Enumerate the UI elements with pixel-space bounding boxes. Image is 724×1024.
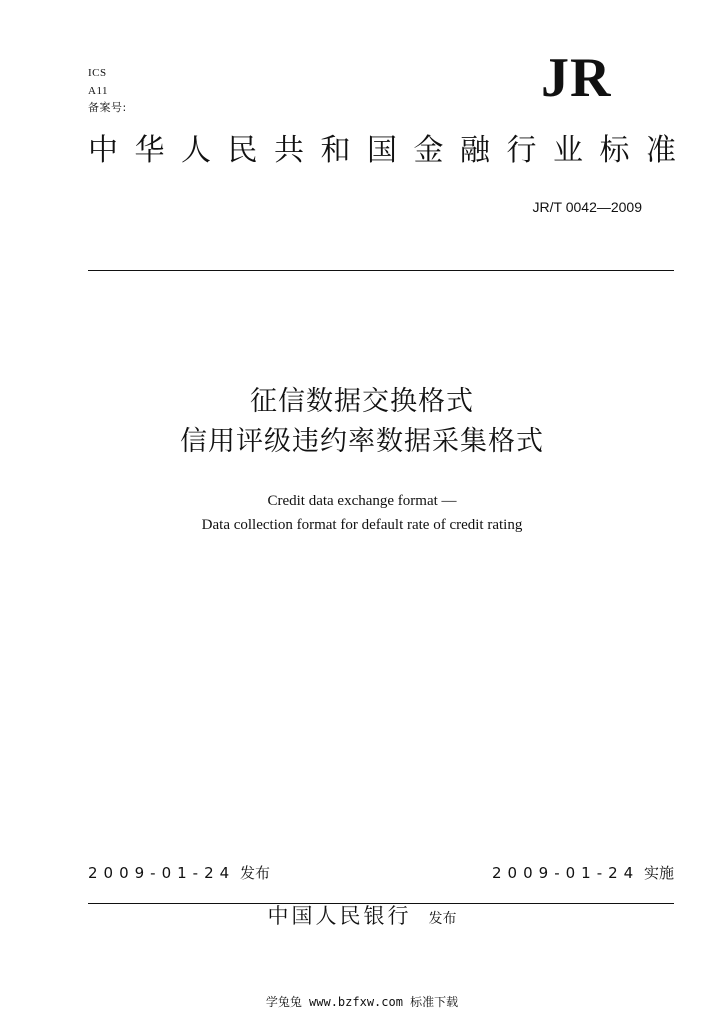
issuer-line	[0, 900, 724, 932]
issuer-name: 中国人民银行	[267, 904, 412, 928]
footer-watermark-text: 学兔兔 www.bzfxw.com 标准下载	[265, 995, 459, 1009]
title-chinese-line-1: 征信数据交换格式	[250, 386, 474, 417]
ics-code: ICS	[88, 67, 107, 79]
jr-logo: JR	[541, 47, 612, 109]
implement-date: 2009-01-24	[492, 864, 640, 882]
issue-date: 2009-01-24	[88, 864, 236, 882]
implement-label: 实施	[643, 864, 674, 882]
implement-date-line	[492, 862, 674, 884]
record-number-label: 备案号:	[88, 101, 127, 114]
top-divider	[88, 270, 674, 271]
standard-number: JR/T 0042—2009	[532, 199, 642, 215]
title-english-line-2: Data collection format for default rate of credit rating	[201, 517, 523, 533]
standard-category-heading: 中华人民共和国金融行业标准	[88, 133, 693, 168]
title-chinese-line-2: 信用评级违约率数据采集格式	[180, 426, 544, 457]
ccs-code: A11	[88, 85, 109, 97]
issue-label: 发布	[239, 864, 270, 882]
issuer-action: 发布	[428, 911, 457, 927]
issue-date-line	[88, 862, 270, 884]
title-english-line-1: Credit data exchange format —	[267, 493, 457, 509]
